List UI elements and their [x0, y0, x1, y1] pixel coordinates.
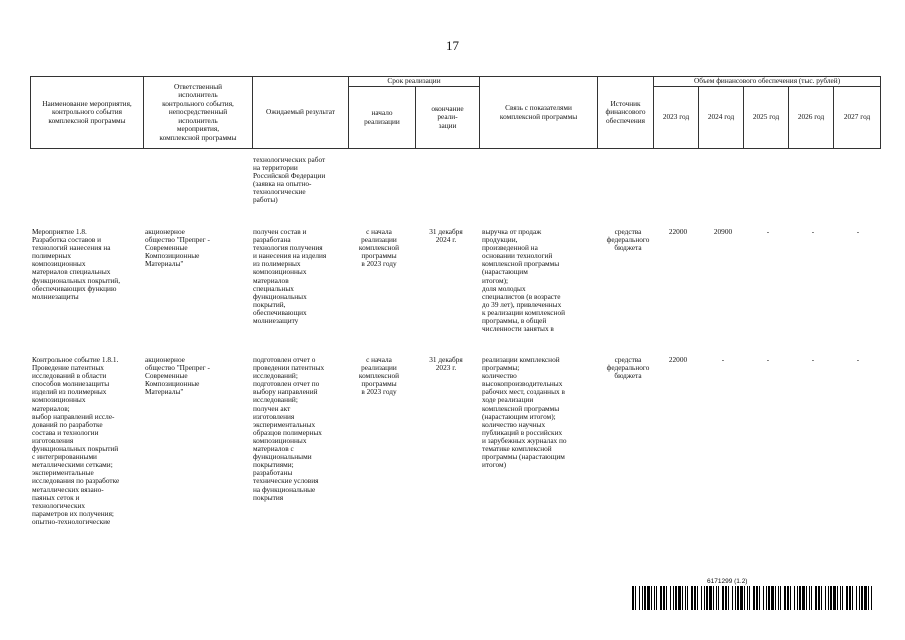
row-start: с начала реализации комплексной программы в 2023 году: [358, 355, 400, 397]
header-end: окончание реали- зации: [416, 87, 480, 149]
row-value-2023: 22000: [668, 227, 688, 236]
header-year: 2023 год: [654, 87, 699, 149]
row-responsible: акционерное общество "Препрег - Современные Композиционные Материалы": [145, 355, 210, 397]
barcode-icon: [632, 586, 872, 610]
header-responsible: Ответственный исполнитель контрольного события, непосредственный исполнитель мероприятия, комплексной программы: [144, 77, 253, 149]
row-value-2024: 20900: [713, 227, 733, 236]
row-link: реализации комплексной программы; количество высокопроизводительных рабочих мест, созданных в ходе реализации комплексной программы (нарастающим итогом); количество научных публикаций в российских и зарубежных журналах по тематике комплексной программы (нарастающим итогом): [482, 355, 567, 470]
row-value-2024: -: [721, 355, 725, 364]
row-end: 31 декабря 2024 г.: [429, 227, 463, 245]
header-result: Ожидаемый результат: [253, 77, 349, 149]
header-finance: Объем финансового обеспечения (тыс. рублей): [654, 77, 881, 87]
header-year: 2025 год: [744, 87, 789, 149]
row-start: с начала реализации комплексной программы в 2023 году: [358, 227, 400, 269]
row-link: выручка от продаж продукции, произведенной на основании технологий комплексной программы (нарастающим итогом); доля молодых специалистов (в возрасте до 39 лет), привлеченных к реализации комплексной программы, в общей численности занятых в: [482, 227, 566, 334]
row-result: подготовлен отчет о проведении патентных исследований; подготовлен отчет по выбору направлений исследований; получен акт изготовления экспериментальных образцов полимерных композиционных материалов с функциональными покрытиями; разработаны технические условия на функциональные покрытия: [253, 355, 325, 502]
table-header: [30, 76, 881, 149]
header-year: 2026 год: [789, 87, 834, 149]
row-value-2025: -: [766, 227, 770, 236]
row-name: Мероприятие 1.8. Разработка составов и технологий нанесения на полимерных композиционных материалов специальных функциональных покрытий, обеспечивающих функцию молниезащиты: [32, 227, 121, 301]
row-source: средства федерального бюджета: [606, 227, 650, 253]
row-value-2026: -: [811, 355, 815, 364]
row-value-2026: -: [811, 227, 815, 236]
row-source: средства федерального бюджета: [606, 355, 650, 381]
row-responsible: акционерное общество "Препрег - Современные Композиционные Материалы": [145, 227, 210, 269]
header-start: начало реализации: [349, 87, 416, 149]
header-period: Срок реализации: [349, 77, 480, 87]
row-value-2023: 22000: [668, 355, 688, 364]
continuation-result: технологических работ на территории Российской Федерации (заявка на опытно- технологические работы): [253, 155, 326, 205]
header-source: Источник финансового обеспечения: [598, 77, 654, 149]
row-result: получен состав и разработана технология получения и нанесения на изделия из полимерных композиционных материалов специальных функциональных покрытий, обеспечивающих молниезащиту: [253, 227, 327, 326]
row-value-2027: -: [856, 355, 860, 364]
header-name: Наименование мероприятия, контрольного события комплексной программы: [31, 77, 144, 149]
row-value-2027: -: [856, 227, 860, 236]
row-value-2025: -: [766, 355, 770, 364]
header-year: 2027 год: [834, 87, 881, 149]
page-number: 17: [446, 38, 459, 53]
header-link: Связь с показателями комплексной программы: [480, 77, 598, 149]
row-name: Контрольное событие 1.8.1. Проведение патентных исследований в области способов молниезащиты изделий из полимерных композиционных материалов; выбор направлений иссле- дований по разработке состава и технологии изготовления функциональных покрытий с интегрированными металлическими сетками; экспериментальные исследования по разработке металлических вязано- паяных сеток и технологических параметров их получения; опытно-технологические: [32, 355, 120, 526]
header-year: 2024 год: [699, 87, 744, 149]
row-end: 31 декабря 2023 г.: [429, 355, 463, 373]
barcode-number: 6171299 (1.2): [707, 578, 748, 585]
